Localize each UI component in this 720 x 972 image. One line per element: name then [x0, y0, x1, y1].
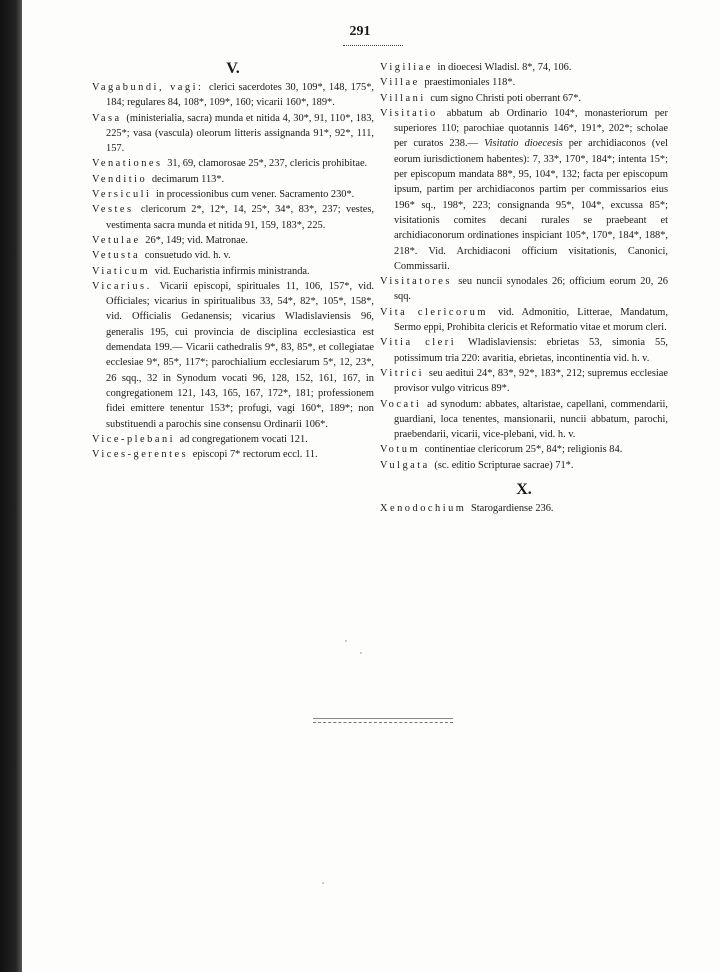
entry-text: seu aeditui 24*, 83*, 92*, 183*, 212; supremus ecclesiae provisor vulgo vitricus 89*. — [394, 367, 668, 395]
entry-text: in processionibus cum vener. Sacramento 230*. — [153, 189, 355, 201]
paper-speck — [322, 882, 324, 884]
entry-text: (ministerialia, sacra) munda et nitida 4, 30*, 91, 110*, 183, 225*; vasa (vascula) oleorum litteris assignanda 91*, 92*, 111, 157. — [106, 112, 374, 155]
entry-text: praestimoniales 118*. — [421, 77, 516, 89]
left-column — [92, 60, 374, 462]
entry-headword: Vasa — [92, 112, 122, 124]
entry-text: clerici sacerdotes 30, 109*, 148, 175*, 184; regulares 84, 108*, 109*, 160; vicarii 160*, 189*. — [106, 82, 374, 109]
entry-text: vid. Eucharistia infirmis ministranda. — [152, 265, 310, 277]
index-entry — [92, 432, 374, 447]
entry-text: (sc. editio Scripturae sacrae) 71*. — [431, 459, 574, 471]
index-entry — [92, 202, 374, 233]
entry-headword: Vicarius. — [92, 280, 152, 292]
entry-text: Vicarii episcopi, spirituales 11, 106, 157*, vid. Officiales; vicarius in spiritualibus 33, 54*, 82*, 105*, 158*, vid. Officialis Gedanensis; vicarius Wladislaviensis 96, generalis 195, cui provincia de disciplina ecclesiastica est demendata 199.— Vicarii cathedralis 9*, 83, 85*, et collegiatae ecclesiae 9*, 85*, 117*; parochialium ecclesiarum 5*, 12, 23*, 26 sqq., 32 in Synodum vocati 96, 128, 152, 161, 167, in congregationem 121, 143, 165, 167, 172*, 181; professionem fidei emittere tenentur 153*; profugi, vagi 160*, 189*; non substituendi a parochis sine consensu Ordinarii 106*. — [106, 280, 374, 430]
entry-text: decimarum 113*. — [149, 173, 225, 185]
entry-text: seu nuncii synodales 26; officium eorum 20, 26 sqq. — [394, 276, 668, 303]
index-entry — [92, 279, 374, 432]
entry-headword: Vice-plebani — [92, 433, 176, 445]
entry-text-continued: per archidiaconos (vel eorum iurisdictionem habentes): 7, 33*, 170*, 184*; intenta 15*; per episcopum mandata 88*, 95, 104*, 132; facta per episcopum ipsum, partim per archidiaconos partim per commissarios eius 196* sq., 198*, 223; consignanda 95*, 104*, excussa 85*; visitationis comites decani rurales se praebeant et archidiaconorum ordinationes inspiciant 105*, 170*, 184*, 188*, 218*. Vid. Archidiaconi officium visitationis, Canonici, Commissarii. — [394, 138, 669, 272]
index-entry — [380, 106, 668, 274]
end-ornament-divider — [313, 718, 453, 723]
index-entry — [92, 111, 374, 157]
entry-headword: Versiculi — [92, 189, 152, 201]
entry-text: 26*, 149; vid. Matronae. — [142, 234, 248, 246]
paper-speck — [345, 640, 347, 642]
entry-text: continentiae clericorum 25*, 84*; religionis 84. — [422, 444, 623, 456]
book-spine-shadow — [0, 0, 22, 972]
entry-headword: Visitatores — [380, 276, 452, 288]
index-entry — [380, 366, 668, 397]
index-entry — [380, 501, 668, 516]
index-entry — [380, 305, 668, 336]
right-entries-v-list — [380, 60, 668, 473]
page-number: 291 — [349, 24, 371, 39]
index-entry — [380, 274, 668, 305]
entry-text: abbatum ab Ordinario 104*, monasteriorum per superiores 110; parochiae quotannis 146*, 191*, 202*; scholae per curatos 238.— — [394, 107, 668, 150]
index-entry — [92, 156, 374, 171]
entry-headword: Vitrici — [380, 367, 424, 379]
entry-headword: Vestes — [92, 204, 134, 216]
entry-headword: Vulgata — [380, 459, 430, 471]
index-entry — [92, 233, 374, 248]
entry-headword: Villani — [380, 92, 426, 104]
entry-headword: Villae — [380, 77, 420, 89]
entry-headword: Viaticum — [92, 265, 151, 277]
entry-headword: Vigiliae — [380, 62, 433, 73]
entry-headword: Vitia cleri — [380, 337, 457, 349]
entry-headword: Votum — [380, 444, 421, 456]
entry-headword: Visitatio — [380, 107, 438, 119]
entry-headword: Vices-gerentes — [92, 449, 189, 461]
entry-text: ad congregationem vocati 121. — [177, 433, 308, 445]
entry-text: in dioecesi Wladisl. 8*, 74, 106. — [434, 62, 572, 73]
entry-text: ad synodum: abbates, altaristae, capellani, commendarii, guardiani, loca tenentes, mansionarii, nuncii abbatum, parochi, praebendarii, vicarii, vice-plebani, vid. h. v. — [394, 398, 668, 441]
index-entry — [380, 442, 668, 457]
entry-text: Wladislaviensis: ebrietas 53, simonia 55, potissimum tria 220: avaritia, ebrietas, incontinentia vid. h. v. — [394, 337, 668, 364]
section-heading-v: V. — [226, 60, 240, 77]
index-entry — [380, 60, 668, 75]
entry-text: episcopi 7* rectorum eccl. 11. — [190, 449, 318, 461]
entry-headword: Vagabundi, vagi: — [92, 82, 204, 93]
paper-speck — [360, 652, 362, 654]
index-entry — [92, 447, 374, 462]
entry-headword: Vocati — [380, 398, 422, 410]
index-entry — [92, 187, 374, 202]
entry-headword: Xenodochium — [380, 503, 467, 515]
entry-headword: Venationes — [92, 158, 163, 170]
entry-headword: Vetusta — [92, 250, 141, 262]
index-entry — [380, 458, 668, 473]
left-entries-list — [92, 80, 374, 462]
index-entry — [92, 248, 374, 263]
entry-headword: Vetulae — [92, 234, 141, 246]
entry-text: consuetudo vid. h. v. — [142, 250, 231, 262]
index-entry — [380, 75, 668, 90]
right-entries-x-list — [380, 501, 668, 516]
entry-headword: Venditio — [92, 173, 148, 185]
index-entry — [92, 80, 374, 111]
entry-text: 31, 69, clamorosae 25*, 237, clericis prohibitae. — [164, 158, 368, 170]
entry-text: Starogardiense 236. — [468, 503, 554, 515]
index-entry — [92, 264, 374, 279]
section-heading-x: X. — [516, 481, 532, 499]
entry-text: cum signo Christi poti oberrant 67*. — [427, 92, 581, 104]
index-entry — [380, 91, 668, 106]
entry-text: vid. Admonitio, Litterae, Mandatum, Sermo eppi, Prohibita clericis et Reformatio vitae et morum cleri. — [394, 306, 668, 334]
right-column — [380, 60, 668, 516]
index-entry — [380, 335, 668, 366]
entry-text: clericorum 2*, 12*, 14, 25*, 34*, 83*, 237; vestes, vestimenta sacra munda et nitida 91, 159, 183*, 225. — [106, 204, 374, 231]
index-entry — [92, 172, 374, 187]
entry-headword: Vita clericorum — [380, 306, 488, 318]
page-number-underline — [343, 45, 403, 48]
index-entry — [380, 397, 668, 443]
entry-italic-text: Visitatio dioecesis — [484, 138, 563, 150]
